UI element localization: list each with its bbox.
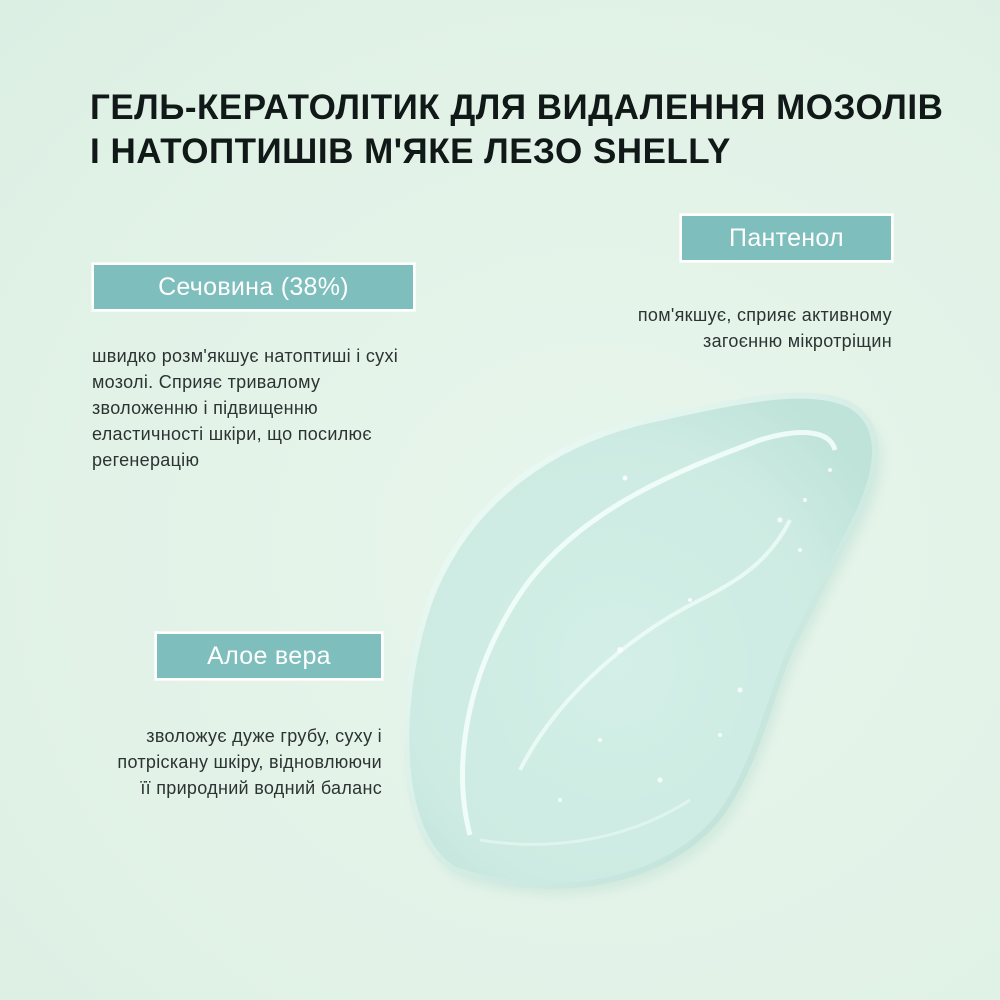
description-line: швидко розм'якшує натоптиші і сухі [92,346,399,366]
description-line: загоєнню мікротріщин [703,331,892,351]
description-line: регенерацію [92,450,200,470]
ingredient-badge-panthenol: Пантенол [680,214,893,262]
description-line: еластичності шкіри, що посилює [92,424,372,444]
title-line-1: ГЕЛЬ-КЕРАТОЛІТИК ДЛЯ ВИДАЛЕННЯ МОЗОЛІВ [90,88,944,127]
description-line: її природний водний баланс [140,778,382,798]
ingredient-badge-aloe: Алое вера [155,632,383,680]
ingredient-description-urea [92,343,398,473]
ingredient-badge-urea: Сечовина (38%) [92,263,415,311]
ingredient-description-aloe [117,723,382,801]
ingredient-description-panthenol [638,302,892,354]
description-line: потріскану шкіру, відновлюючи [117,752,382,772]
description-line: пом'якшує, сприяє активному [637,305,892,325]
description-line: зволоженню і підвищенню [92,398,318,418]
description-line: зволожує дуже грубу, суху і [146,726,382,746]
description-line: мозолі. Сприяє тривалому [92,372,321,392]
page-title [90,86,950,174]
title-line-2: І НАТОПТИШІВ М'ЯКЕ ЛЕЗО SHELLY [90,132,731,171]
